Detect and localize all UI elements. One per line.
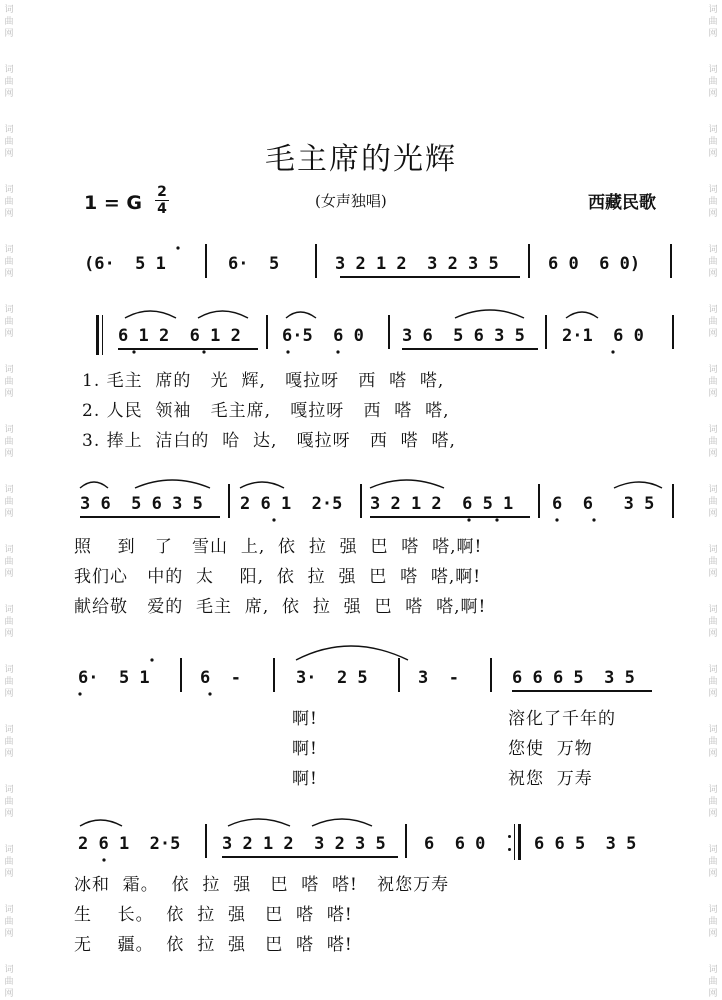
lyric-verse2-a: 2. 人民 领袖 毛主席, 嘎拉呀 西 嗒 嗒, [82,401,450,421]
slur [80,820,122,826]
line2-measure-1: 6 1 2 6 1 2 [118,326,241,346]
slur [80,482,108,488]
meter-bottom: 4 [157,201,167,217]
watermark-text: 词 曲 网 [4,605,14,639]
watermark-text: 词 曲 网 [708,65,718,99]
slur [228,819,290,826]
watermark-text: 词 曲 网 [708,425,718,459]
lyric-verse1-b: 照 到 了 雪山 上, 依 拉 强 巴 嗒 嗒,啊! [74,537,483,557]
line3-measure-2: 2 6 1 2·5 [240,494,343,514]
lyric-verse3-c2: 祝您 万寿 [508,769,593,789]
watermark-text: 词 曲 网 [4,965,14,999]
watermark-text: 词 曲 网 [4,545,14,579]
lyric-verse2-b: 我们心 中的 太 阳, 依 拉 强 巴 嗒 嗒,啊! [74,567,482,587]
lyric-verse2-c2: 您使 万物 [508,739,593,759]
watermark-text: 词 曲 网 [4,65,14,99]
watermark-text: 词 曲 网 [4,5,14,39]
watermark-text: 词 曲 网 [708,485,718,519]
lyric-verse1-c1: 啊! [292,709,318,729]
line2-measure-2: 6·5 6 0 [282,326,364,346]
lyric-verse3-d: 无 疆。 依 拉 强 巴 嗒 嗒! [74,935,353,955]
slur [286,312,316,318]
watermark-text: 词 曲 网 [4,425,14,459]
line5-measure-2: 3 2 1 2 3 2 3 5 [222,834,386,854]
watermark-text: 词 曲 网 [4,485,14,519]
line4-measure-2: 6 - [200,668,241,688]
intro-measure-3: 3 2 1 2 3 2 3 5 [335,254,499,274]
line4-measure-4: 3 - [418,668,459,688]
line2-measure-3: 3 6 5 6 3 5 [402,326,525,346]
slur [312,819,372,826]
watermark-text: 词 曲 网 [4,665,14,699]
line3-measure-1: 3 6 5 6 3 5 [80,494,203,514]
lyric-verse1-c2: 溶化了千年的 [508,709,616,729]
line5-measure-1: 2 6 1 2·5 [78,834,181,854]
watermark-text: 词 曲 网 [4,125,14,159]
lyric-verse2-c1: 啊! [292,739,318,759]
lyric-verse1-d: 冰和 霜。 依 拉 强 巴 嗒 嗒! 祝您万寿 [74,875,450,895]
slur [198,311,248,318]
watermark-text: 词 曲 网 [708,905,718,939]
slur [614,482,662,488]
line5-measure-4: 6 6 5 3 5 [534,834,637,854]
intro-measure-1: (6· 5 1 [84,254,166,274]
line3-measure-3: 3 2 1 2 6 5 1 [370,494,514,514]
watermark-text: 词 曲 网 [4,185,14,219]
watermark-text: 词 曲 网 [708,5,718,39]
watermark-text: 词 曲 网 [4,785,14,819]
slur [566,312,598,318]
slur [135,480,210,488]
lyric-verse1-a: 1. 毛主 席的 光 辉, 嘎拉呀 西 嗒 嗒, [82,371,445,391]
line5-measure-3: 6 6 0 [424,834,486,854]
watermark-text: 词 曲 网 [4,365,14,399]
watermark-text: 词 曲 网 [4,905,14,939]
intro-measure-2: 6· 5 [228,254,280,274]
watermark-text: 词 曲 网 [708,125,718,159]
line4-measure-5: 6 6 6 5 3 5 [512,668,635,688]
line4-measure-1: 6· 5 1 [78,668,150,688]
watermark-text: 词 曲 网 [708,845,718,879]
watermark-text: 词 曲 网 [708,185,718,219]
watermark-text: 词 曲 网 [708,365,718,399]
key-signature: 1 = G [84,192,142,214]
watermark-text: 词 曲 网 [708,305,718,339]
watermark-text: 词 曲 网 [708,245,718,279]
lyric-verse3-b: 献给敬 爱的 毛主 席, 依 拉 强 巴 嗒 嗒,啊! [74,597,487,617]
watermark-text: 词 曲 网 [708,785,718,819]
watermark-text: 词 曲 网 [708,725,718,759]
watermark-text: 词 曲 网 [4,245,14,279]
line2-measure-4: 2·1 6 0 [562,326,644,346]
line3-measure-4: 6 6 3 5 [552,494,655,514]
slur [125,311,176,318]
slur [370,480,444,488]
performance-note: (女声独唱) [315,192,387,210]
slur [455,310,524,318]
lyric-verse3-c1: 啊! [292,769,318,789]
watermark-text: 词 曲 网 [708,545,718,579]
lyric-verse3-a: 3. 捧上 洁白的 哈 达, 嘎拉呀 西 嗒 嗒, [82,431,456,451]
watermark-text: 词 曲 网 [708,605,718,639]
slur [296,646,408,660]
intro-measure-4: 6 0 6 0) [548,254,641,274]
watermark-text: 词 曲 网 [708,665,718,699]
slur [240,482,284,488]
meter-top: 2 [157,184,167,200]
watermark-text: 词 曲 网 [4,725,14,759]
song-origin: 西藏民歌 [588,193,656,213]
watermark-text: 词 曲 网 [4,845,14,879]
line4-measure-3: 3· 2 5 [296,668,368,688]
watermark-text: 词 曲 网 [4,305,14,339]
song-title: 毛主席的光辉 [265,142,457,177]
lyric-verse2-d: 生 长。 依 拉 强 巴 嗒 嗒! [74,905,353,925]
watermark-text: 词 曲 网 [708,965,718,999]
